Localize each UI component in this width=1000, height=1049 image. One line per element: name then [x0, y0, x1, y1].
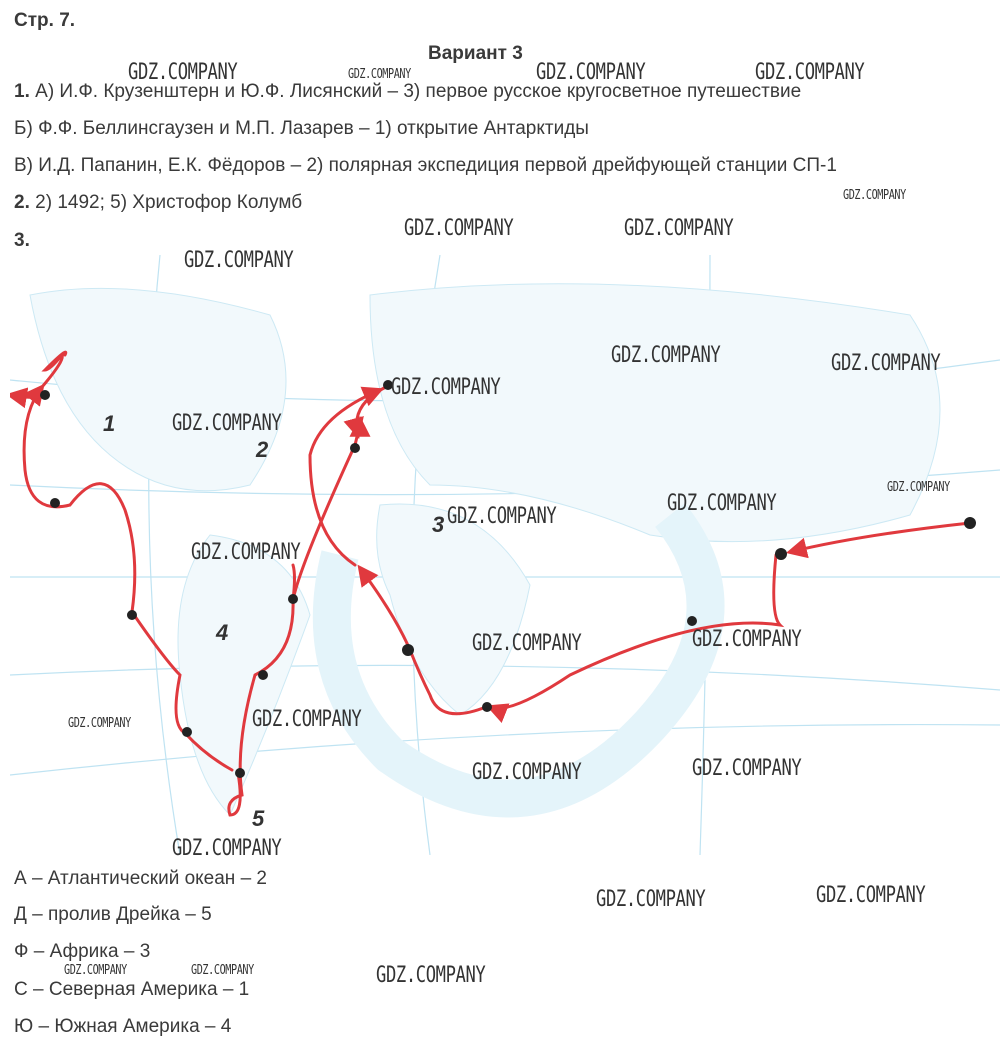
watermark: GDZ.COMPANY: [831, 351, 941, 376]
watermark: GDZ.COMPANY: [64, 963, 127, 978]
watermark: GDZ.COMPANY: [816, 883, 926, 908]
watermark: GDZ.COMPANY: [755, 60, 865, 85]
route-label-1: 1: [103, 411, 116, 436]
watermark: GDZ.COMPANY: [843, 188, 906, 203]
task1-answer-b: Б) Ф.Ф. Беллинсгаузен и М.П. Лазарев – 1) открытие Антарктиды: [14, 118, 589, 139]
route-point: [258, 670, 268, 680]
route-point: [40, 390, 50, 400]
watermark: GDZ.COMPANY: [611, 343, 721, 368]
watermark: GDZ.COMPANY: [536, 60, 646, 85]
route-point: [182, 727, 192, 737]
task2-number: 2.: [14, 192, 30, 213]
watermark: GDZ.COMPANY: [184, 248, 294, 273]
watermark: GDZ.COMPANY: [624, 216, 734, 241]
watermark: GDZ.COMPANY: [472, 631, 582, 656]
variant-title: Вариант 3: [428, 43, 523, 64]
watermark: GDZ.COMPANY: [447, 504, 557, 529]
watermark: GDZ.COMPANY: [68, 716, 131, 731]
route-2-north: [310, 390, 380, 565]
task2-line: [14, 192, 302, 214]
route-point: [775, 548, 787, 560]
watermark: GDZ.COMPANY: [172, 411, 282, 436]
answer-drake: Д – пролив Дрейка – 5: [14, 904, 212, 925]
route-label-4: 4: [216, 620, 229, 645]
route-point: [964, 517, 976, 529]
task1-answer-c: В) И.Д. Папанин, Е.К. Фёдоров – 2) полярная экспедиция первой дрейфующей станции СП-1: [14, 155, 837, 176]
route-point: [288, 594, 298, 604]
route-label-5: 5: [252, 806, 265, 831]
watermark: GDZ.COMPANY: [376, 963, 486, 988]
watermark: GDZ.COMPANY: [472, 760, 582, 785]
route-point: [482, 702, 492, 712]
watermark: GDZ.COMPANY: [348, 67, 411, 82]
route-point: [127, 610, 137, 620]
watermark: GDZ.COMPANY: [172, 836, 282, 861]
route-point: [235, 768, 245, 778]
answer-atlantic: А – Атлантический океан – 2: [14, 868, 267, 889]
answer-south-america: Ю – Южная Америка – 4: [14, 1016, 232, 1037]
route-point: [402, 644, 414, 656]
task3-number: 3.: [14, 230, 30, 251]
watermark: GDZ.COMPANY: [391, 375, 501, 400]
answer-africa: Ф – Африка – 3: [14, 941, 151, 962]
watermark: GDZ.COMPANY: [404, 216, 514, 241]
task2-answer: 2) 1492; 5) Христофор Колумб: [35, 192, 303, 213]
watermark: GDZ.COMPANY: [252, 707, 362, 732]
watermark: GDZ.COMPANY: [667, 491, 777, 516]
watermark: GDZ.COMPANY: [191, 540, 301, 565]
page-label: Стр. 7.: [14, 10, 76, 31]
route-label-2: 2: [256, 437, 269, 462]
task1-answer-a: А) И.Ф. Крузенштерн и Ю.Ф. Лисянский – 3) первое русское кругосветное путешествие: [35, 81, 802, 102]
watermark: GDZ.COMPANY: [596, 887, 706, 912]
task1-number: 1.: [14, 81, 30, 102]
route-point: [687, 616, 697, 626]
route-point: [50, 498, 60, 508]
answer-north-america: С – Северная Америка – 1: [14, 979, 250, 1000]
watermark: GDZ.COMPANY: [191, 963, 254, 978]
watermark: GDZ.COMPANY: [128, 60, 238, 85]
watermark: GDZ.COMPANY: [692, 756, 802, 781]
watermark: GDZ.COMPANY: [887, 480, 950, 495]
watermark: GDZ.COMPANY: [692, 627, 802, 652]
route-point: [350, 443, 360, 453]
route-label-3: 3: [432, 512, 445, 537]
